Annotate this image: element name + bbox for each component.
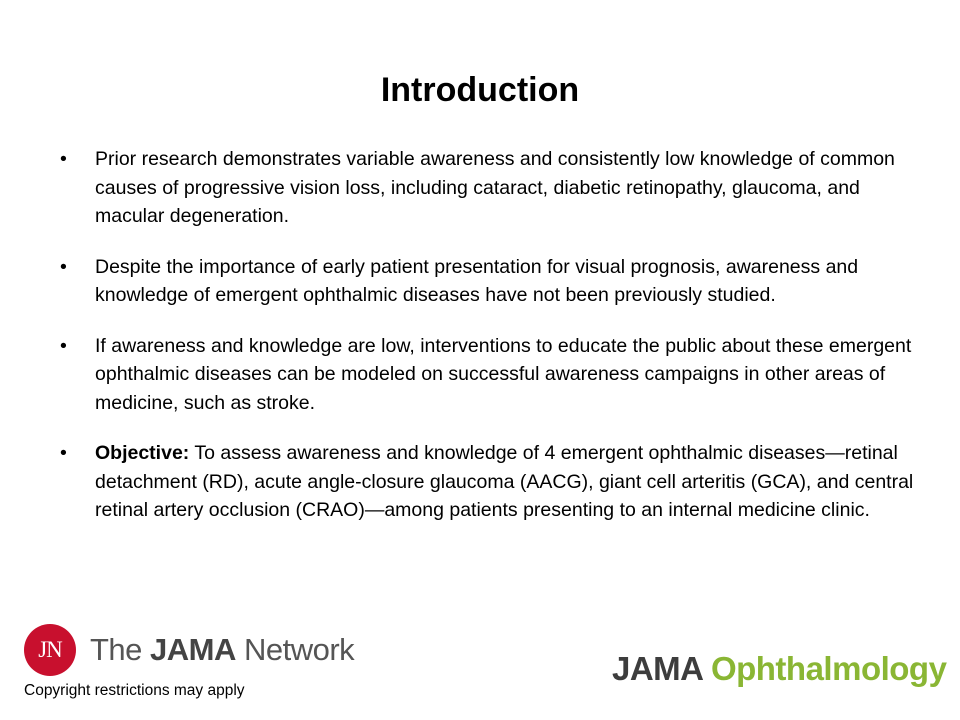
network-suffix: Network	[235, 632, 355, 667]
copyright-notice: Copyright restrictions may apply	[24, 682, 245, 699]
bullet-item	[60, 332, 920, 418]
journal-name-jama: JAMA	[612, 650, 711, 687]
network-name: JAMA	[150, 632, 236, 667]
bullet-marker: •	[60, 334, 67, 357]
bullet-marker: •	[60, 442, 67, 464]
slide-title: Introduction	[380, 71, 580, 109]
jama-ophthalmology-logo	[612, 650, 946, 688]
jama-network-wordmark	[90, 632, 354, 668]
bullet-item	[60, 145, 920, 231]
bullet-text: Despite the importance of early patient presentation for visual prognosis, awareness and knowledge of emergent ophthalmic diseases have not been previously studied.	[95, 255, 859, 306]
bullet-item-objective	[60, 439, 920, 525]
bullet-marker: •	[60, 255, 67, 278]
bullet-list	[60, 145, 920, 547]
bullet-marker: •	[60, 148, 67, 170]
bullet-item	[60, 253, 920, 310]
bullet-text: To assess awareness and knowledge of 4 emergent ophthalmic diseases—retinal detachment (RD), acute angle-closure glaucoma (AACG), giant cell arteritis (GCA), and central retinal artery occlusion (CRAO)—among patients presenting to an internal medicine clinic.	[95, 442, 914, 521]
jn-logo-icon: JN	[24, 624, 76, 676]
jama-network-logo	[24, 624, 354, 676]
bullet-text: If awareness and knowledge are low, interventions to educate the public about these emergent ophthalmic diseases can be modeled on successful awareness campaigns in other areas of medicine, such as stroke.	[95, 334, 912, 414]
network-prefix: The	[90, 632, 151, 667]
bullet-text: Prior research demonstrates variable awareness and consistently low knowledge of common causes of progressive vision loss, including cataract, diabetic retinopathy, glaucoma, and macular degeneration.	[95, 148, 895, 227]
objective-label: Objective:	[95, 442, 190, 464]
journal-name-ophthalmology: Ophthalmology	[710, 650, 947, 687]
